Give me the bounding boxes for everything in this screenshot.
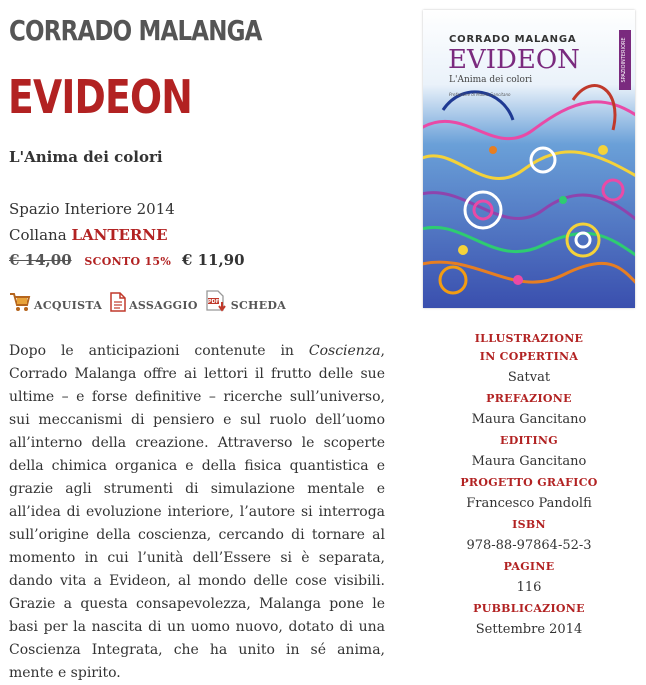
cover-subtitle: L'Anima dei colori	[449, 75, 533, 85]
detail-value: Satvat	[507, 370, 551, 385]
document-icon	[110, 292, 126, 312]
cart-icon	[9, 292, 31, 312]
author-name: CORRADO MALANGA	[9, 14, 262, 47]
cover-title: EVIDEON	[448, 45, 580, 75]
price-row	[9, 251, 245, 269]
collana-line	[9, 226, 168, 244]
detail-preface	[440, 390, 618, 432]
book-cover[interactable]	[423, 10, 635, 308]
book-description: Dopo le anticipazioni contenute in Coscienza, Corrado Malanga offre ai lettori il frutto delle sue ultime – e forse definitive – ricerche sull’universo, sui meccanismi di pensiero e sul ruolo dell’uomo all’interno della creazione. Attraverso le scoperte della chimica organica e della fisica quantistica e grazie agli strumenti di simulazione mentale e all’idea di evoluzione interiore, l’autore si interroga sull’origine della coscienza, cercando di tornare al momento in cui l’unità dell’Essere si è separata, dando vita a Evideon, al mondo delle cose visibili. Grazie a questa consapevolezza, Malanga pone le basi per la nascita di un uomo nuovo, dotato di una Coscienza Integrata, che ha unito in sé anima, mente e spirito.	[9, 343, 385, 681]
detail-label: PROGETTO GRAFICO	[460, 476, 598, 489]
detail-value: Maura Gancitano	[471, 454, 587, 469]
detail-value: Maura Gancitano	[471, 412, 587, 427]
cover-spine-label: SPAZIOINTERIORE	[621, 37, 627, 83]
sample-label: ASSAGGIO	[129, 299, 198, 312]
cover-preface: Prefazione di Maura Gancitano	[449, 92, 511, 97]
book-subtitle: L'Anima dei colori	[9, 148, 163, 166]
detail-graphic-design	[440, 474, 618, 516]
buy-button[interactable]	[9, 290, 102, 312]
detail-publication	[440, 600, 618, 642]
detail-value: 978-88-97864-52-3	[466, 538, 592, 553]
discount-badge: SCONTO 15%	[84, 255, 172, 268]
pdf-download-icon	[206, 290, 228, 312]
detail-label: ILLUSTRAZIONE	[474, 332, 584, 345]
buy-label: ACQUISTA	[34, 299, 103, 312]
detail-label: EDITING	[500, 434, 558, 447]
detail-label: IN COPERTINA	[479, 350, 579, 363]
detail-pages	[440, 558, 618, 600]
detail-label: ISBN	[512, 518, 546, 531]
detail-illustration	[440, 330, 618, 390]
description-emphasis: Coscienza	[308, 343, 381, 359]
old-price: € 14,00	[9, 251, 72, 269]
book-details	[440, 330, 618, 642]
detail-editing	[440, 432, 618, 474]
publisher-line: Spazio Interiore 2014	[9, 200, 175, 218]
detail-label: PREFAZIONE	[486, 392, 572, 405]
detail-value: Francesco Pandolfi	[466, 496, 592, 511]
cover-author: CORRADO MALANGA	[449, 34, 577, 45]
new-price: € 11,90	[181, 251, 245, 269]
svg-text:PDF: PDF	[207, 299, 219, 305]
book-title: EVIDEON	[8, 70, 192, 124]
detail-isbn	[440, 516, 618, 558]
detail-label: PAGINE	[503, 560, 555, 573]
sheet-button[interactable]	[206, 290, 286, 312]
detail-value: 116	[516, 580, 542, 595]
collana-link[interactable]: LANTERNE	[71, 226, 168, 244]
sample-button[interactable]	[110, 290, 198, 312]
sheet-label: SCHEDA	[230, 299, 287, 312]
action-bar	[9, 290, 286, 312]
collana-label: Collana	[9, 226, 67, 244]
detail-label: PUBBLICAZIONE	[473, 602, 585, 615]
detail-value: Settembre 2014	[475, 622, 583, 637]
